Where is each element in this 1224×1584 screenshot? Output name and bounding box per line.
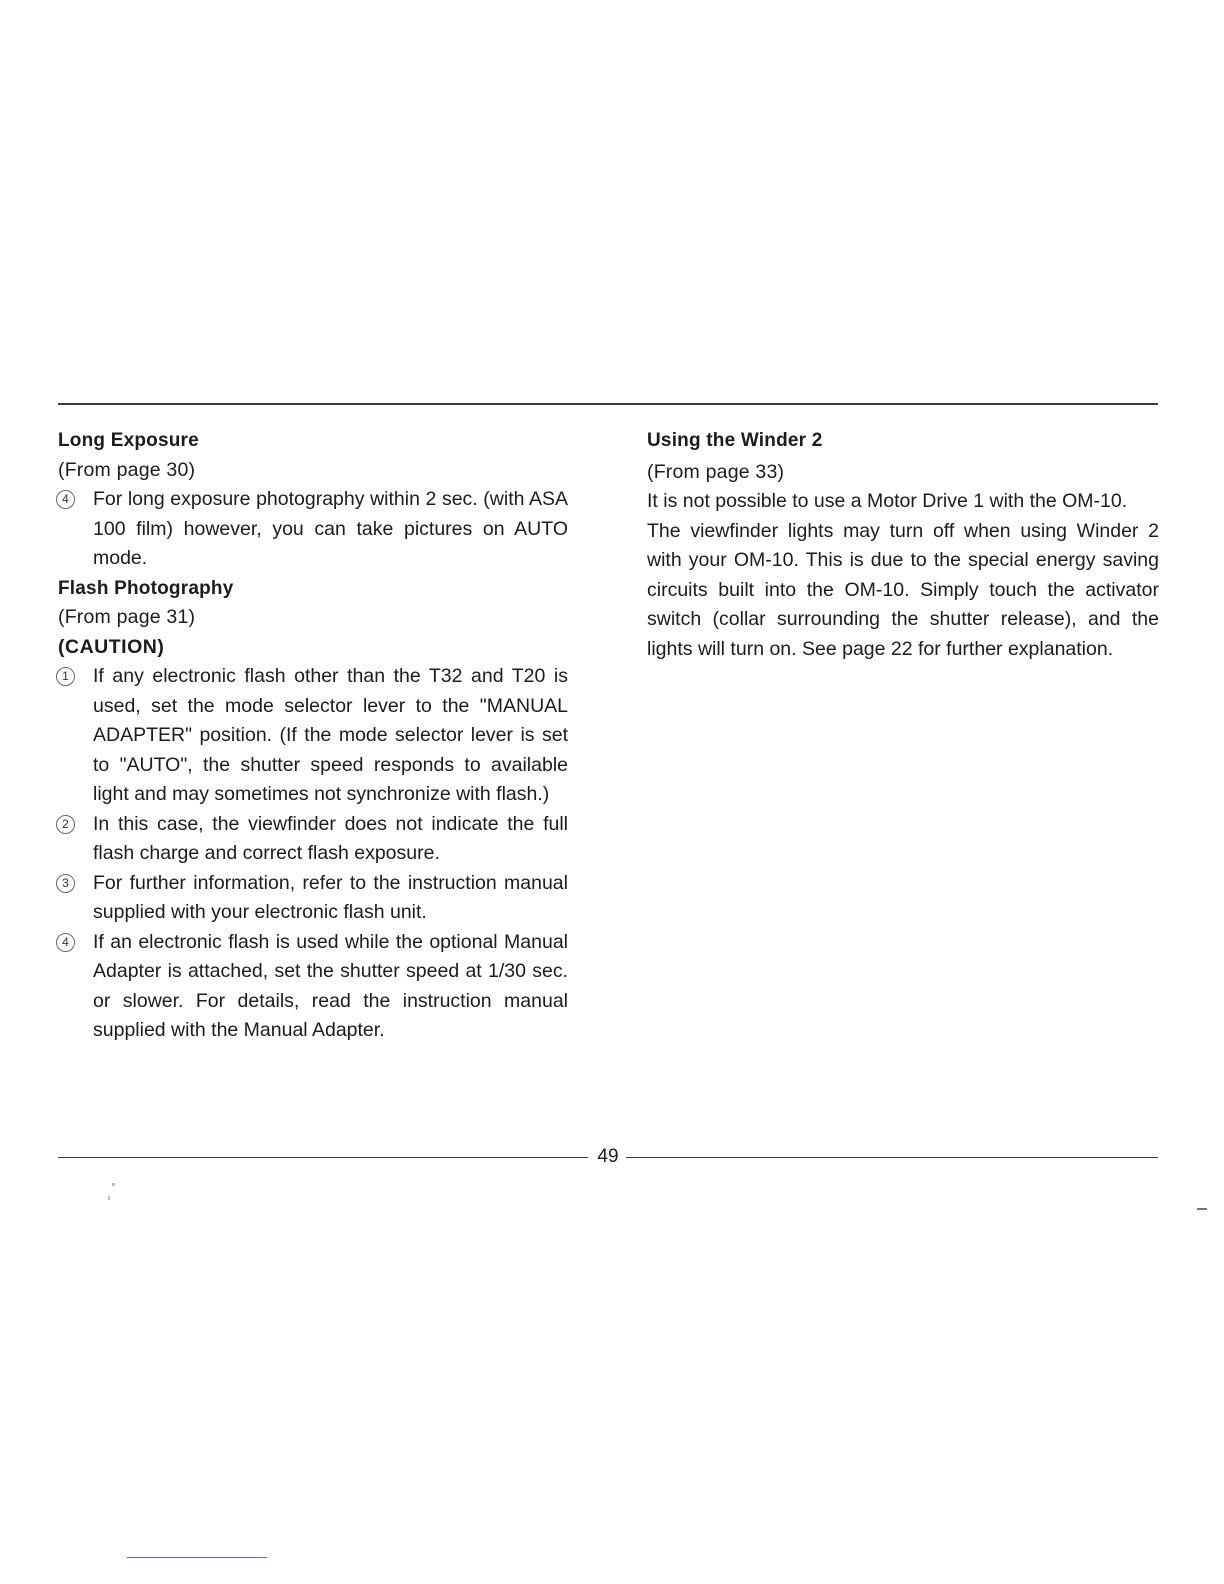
scan-speck <box>1197 1208 1207 1210</box>
flash-photography-page-ref: (From page 31) <box>58 606 196 628</box>
flash-photography-heading: Flash Photography <box>58 577 234 599</box>
item-text: If an electronic flash is used while the optional Manual Adapter is attached, set the shutter speed at 1/30 sec. or slower. For details, read the instruction manual supplied with the Manual Adapter. <box>93 930 568 1041</box>
caution-label: (CAUTION) <box>58 635 165 658</box>
item-text: In this case, the viewfinder does not indicate the full flash charge and correct flash exposure. <box>93 812 568 864</box>
bottom-edge-mark <box>127 1557 267 1558</box>
item-number: 4 <box>56 933 75 952</box>
footer-rule-right <box>626 1157 1158 1158</box>
flash-item <box>58 662 568 810</box>
footer-rule-left <box>58 1157 588 1158</box>
item-number: 2 <box>56 815 75 834</box>
winder-paragraph: The viewfinder lights may turn off when using Winder 2 with your OM-10. This is due to the special energy saving circuits built into the OM-10. Simply touch the activator switch (collar surrounding the shutter release), and the lights will turn on. See page 22 for further explanation. <box>647 519 1159 660</box>
scan-speck <box>108 1196 110 1200</box>
flash-item <box>58 928 568 1046</box>
left-column <box>58 426 568 1046</box>
winder-heading: Using the Winder 2 <box>647 430 823 451</box>
winder-page-ref: (From page 33) <box>647 460 785 483</box>
item-text: For further information, refer to the instruction manual supplied with your electronic flash unit. <box>93 871 568 923</box>
long-exposure-section <box>58 426 568 574</box>
scan-speck <box>112 1183 115 1186</box>
flash-item <box>58 869 568 928</box>
item-text: For long exposure photography within 2 sec. (with ASA 100 film) however, you can take pictures on AUTO mode. <box>93 488 568 569</box>
winder-paragraph: It is not possible to use a Motor Drive 1 with the OM-10. <box>647 490 1128 512</box>
item-number: 1 <box>56 667 75 686</box>
long-exposure-heading: Long Exposure <box>58 430 199 451</box>
top-rule <box>58 403 1158 405</box>
page-footer <box>58 1143 1158 1173</box>
long-exposure-item <box>58 485 568 574</box>
item-text: If any electronic flash other than the T32 and T20 is used, set the mode selector lever to the "MANUAL ADAPTER" position. (If the mode selector lever is set to "AUTO", the shutter speed responds to available light and may sometimes not synchronize with flash.) <box>93 665 568 805</box>
item-number: 4 <box>56 490 75 509</box>
long-exposure-page-ref: (From page 30) <box>58 458 196 481</box>
right-column <box>647 426 1159 664</box>
page-number: 49 <box>597 1146 619 1167</box>
flash-item <box>58 810 568 869</box>
item-number: 3 <box>56 874 75 893</box>
winder-section <box>647 426 1159 664</box>
flash-photography-section <box>58 574 568 1046</box>
